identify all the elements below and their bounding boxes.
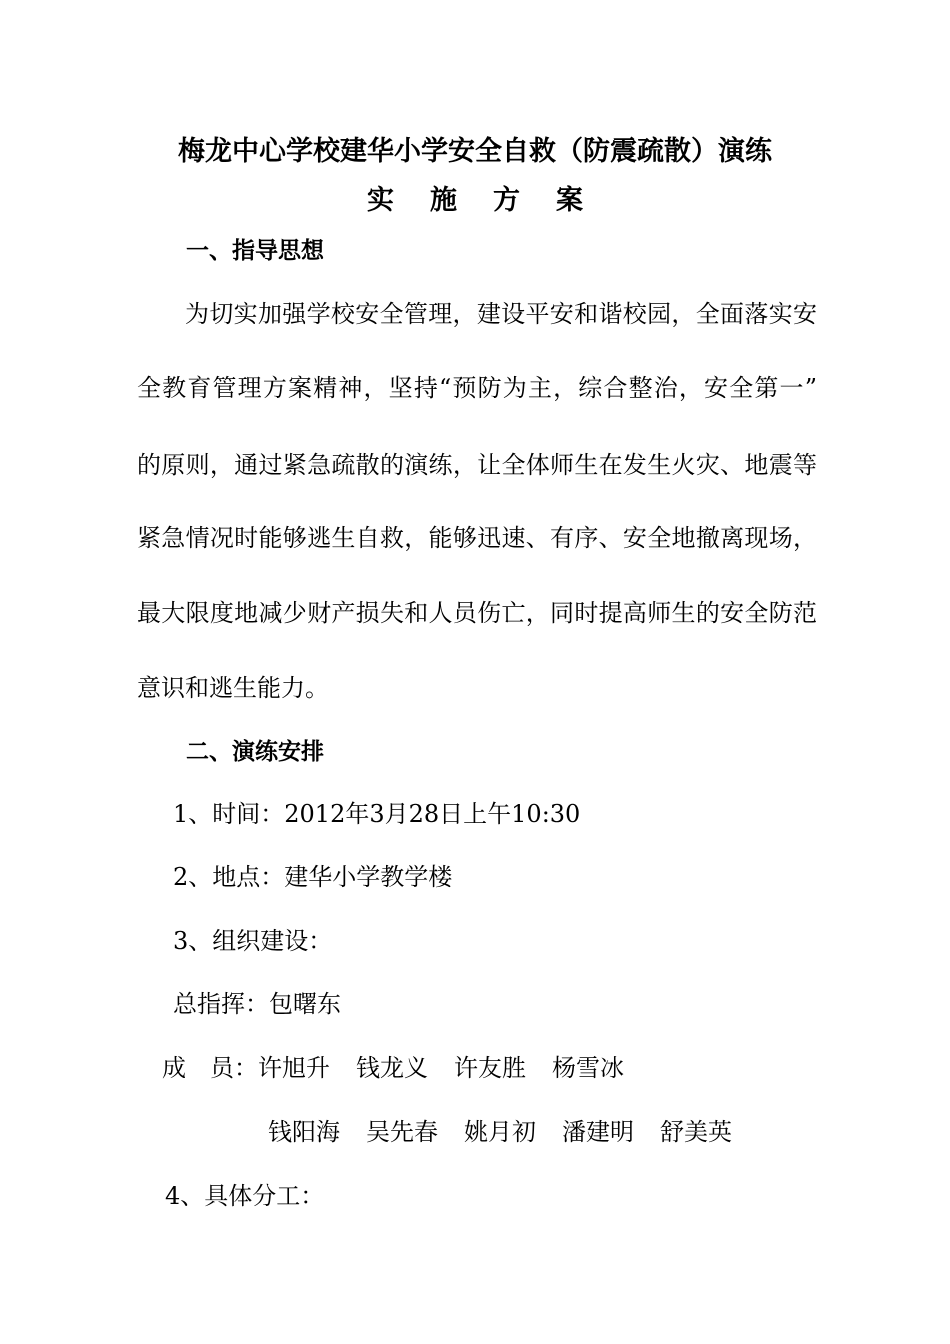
document-subtitle: 实施方案 bbox=[367, 185, 619, 216]
member-name: 许友胜 bbox=[454, 1054, 526, 1082]
member-name: 姚月初 bbox=[464, 1118, 536, 1146]
paragraph-line-3: 的原则，通过紧急疏散的演练，让全体师生在发生火灾、地震等 bbox=[137, 451, 817, 479]
drill-time: 1、时间：2012年3月28日上午10:30 bbox=[173, 800, 581, 828]
paragraph-line-6: 意识和逃生能力。 bbox=[137, 674, 329, 702]
member-name: 钱阳海 bbox=[268, 1118, 340, 1146]
section-heading-drill-arrangement: 二、演练安排 bbox=[186, 739, 324, 765]
member-name: 吴先春 bbox=[366, 1118, 438, 1146]
drill-place: 2、地点：建华小学教学楼 bbox=[173, 863, 453, 891]
member-name: 舒美英 bbox=[660, 1118, 732, 1146]
member-name: 许旭升 bbox=[258, 1054, 330, 1082]
member-name: 潘建明 bbox=[562, 1118, 634, 1146]
paragraph-line-1: 为切实加强学校安全管理，建设平安和谐校园，全面落实安 bbox=[185, 300, 817, 328]
paragraph-line-5: 最大限度地减少财产损失和人员伤亡，同时提高师生的安全防范 bbox=[137, 599, 817, 627]
section-heading-guiding-ideology: 一、指导思想 bbox=[186, 238, 324, 264]
paragraph-line-4: 紧急情况时能够逃生自救，能够迅速、有序、安全地撤离现场， bbox=[137, 524, 817, 552]
members-label: 成 员： bbox=[162, 1054, 258, 1082]
member-name: 杨雪冰 bbox=[552, 1054, 624, 1082]
members-row-2 bbox=[268, 1117, 732, 1147]
member-name: 钱龙义 bbox=[356, 1054, 428, 1082]
division-heading: 4、具体分工： bbox=[165, 1182, 325, 1210]
commander-line: 总指挥：包曙东 bbox=[173, 990, 341, 1018]
paragraph-line-2: 全教育管理方案精神，坚持“预防为主，综合整治，安全第一” bbox=[137, 374, 817, 402]
organization-heading: 3、组织建设： bbox=[173, 927, 333, 955]
members-row-1 bbox=[162, 1053, 624, 1083]
document-title: 梅龙中心学校建华小学安全自救（防震疏散）演练 bbox=[178, 136, 772, 167]
